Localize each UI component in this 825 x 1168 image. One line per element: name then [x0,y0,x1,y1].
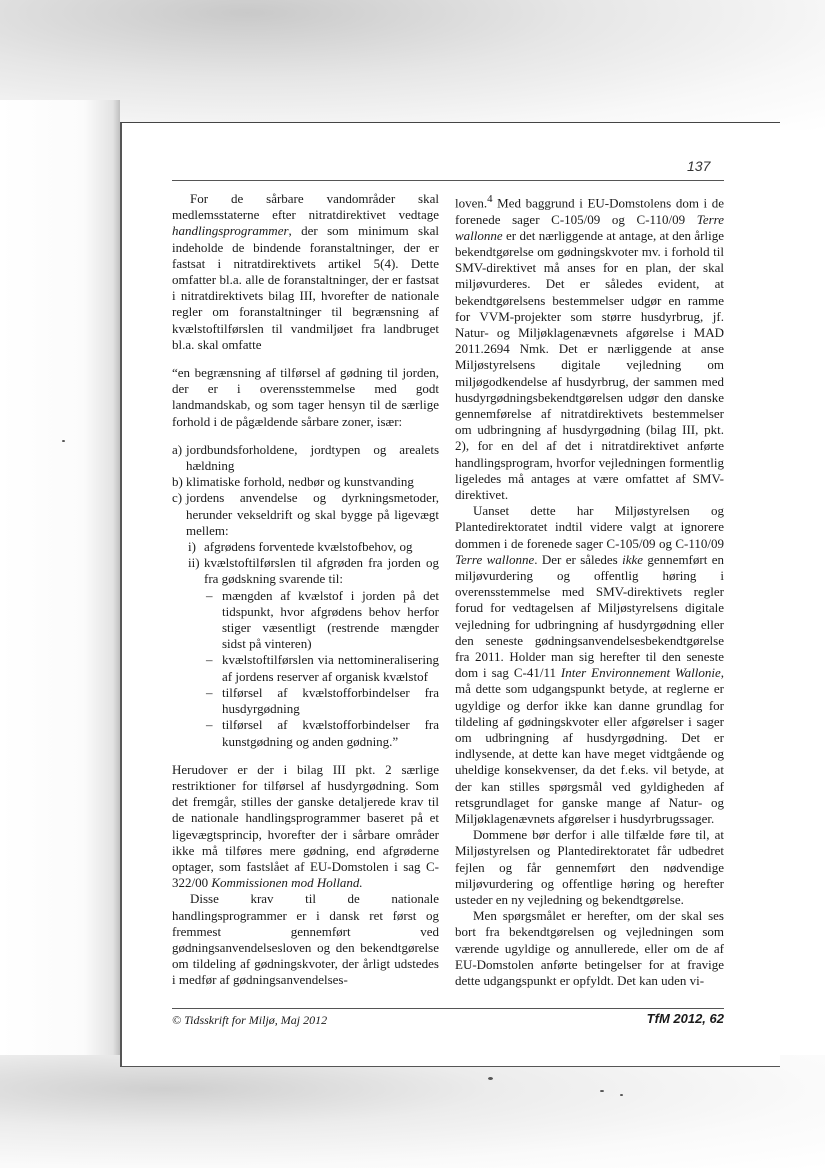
list-marker: c) [172,490,183,506]
text-run: Med baggrund i EU-Domstolens dom i de forenede sager C-105/09 og C-110/09 [455,195,724,227]
scan-shadow-left [0,100,120,1110]
dash-item [206,588,439,653]
dash-item [206,652,439,684]
list-item-text: jordbundsforholdene, jordtypen og arealets hældning [186,441,439,474]
left-column [172,191,439,999]
footnote-ref[interactable]: 4 [487,193,493,205]
scan-shadow-bottom [0,1055,825,1168]
text-run: For de sårbare vandområder skal medlemsstaterne efter nitratdirektivet vedtage [172,191,439,223]
balance-sublist [188,539,439,750]
left-paragraph-2 [172,762,439,892]
right-paragraph-4: Men spørgsmålet er herefter, om der skal ses bort fra bekendtgørelsen og vejledningen som værende ugyldige og annullerede, eller om de af EU-Domstolen anførte betingelser for at fravige dette udgangspunkt er opfyldt. Det kan uden vi- [455,908,724,989]
list-marker: i) [188,539,196,555]
text-run: , der som minimum skal indeholde de bindende foranstaltninger, der er fastsat i nitratdirektivets artikel 5(4). Dette omfatter bl.a. alle de foranstaltninger, der er fastsat i nitratdirektivets bilag III, hvorefter de nationale regler om foranstaltninger til begrænsning af kvælstoftilførslen til vandmiljøet fra landbruget bl.a. skal omfatte [172,223,439,352]
header-rule [172,180,724,181]
text-run: Uanset dette har Miljøstyrelsen og Plantedirektoratet indtil videre valgt at ignorere dommen i de forenede sager C-105/09 og C-110/09 [455,503,724,551]
dash-item [206,685,439,717]
criteria-list [172,442,439,750]
dash-marker: – [206,684,213,700]
list-item-text: afgrødens forventede kvælstofbehov, og [204,539,413,555]
quote-intro: “en begrænsning af tilførsel af gødning til jorden, der er i overensstemmelse med godt landmandskab, og som tager hensyn til de særlige forhold i de pågældende sårbare zoner, især: [172,365,439,429]
list-marker: a) [172,441,183,457]
text-run: . Der er således [534,551,623,567]
right-paragraph-2 [455,503,724,827]
footer-rule [172,1008,724,1009]
right-paragraph-3: Dommene bør derfor i alle tilfælde føre til, at Miljøstyrelsen og Plantedirektoratet får udbedret fejlen og får gennemført den nødvendige miljøvurdering og offentlige høring og herefter usteder en ny vejledning og bekendtgørelse. [455,827,724,908]
sublist-item [188,555,439,749]
left-paragraph-1 [172,191,439,353]
dash-marker: – [206,717,213,733]
text-run: er det nærliggende at antage, at den årlige bekendtgørelse om gødningskvoter mv. i forhold til SMV-direktivet må anses for en plan, der skal miljøvurderes. Det er således evident, at bekendtgørelsens bestemmelser udgør en ramme for VVM-projekter som større husdyrbrug, jf. Natur- og Miljøklagenævnets afgørelse i MAD 2011.2694 Nmk. Det er nærliggende at anse Miljøstyrelsens digitale vejledning om miljøgodkendelse af husdyrbrug, der sammen med husdyrgødningsbekendtgørelsen udgør den danske gennemførelse af nitratdirektivets bestemmelser om udbringning af husdyrgødning (bilag III, pkt. 2), for en del af det i nitratdirektivet anførte handlingsprogram, hvorfor vejledningen formentlig ligeledes må antages at være omfattet af SMV-direktivet. [455,227,724,502]
list-item-text: klimatiske forhold, nedbør og kunstvanding [186,474,414,490]
list-item [172,474,439,490]
text-run: , må dette som udgangspunkt betyde, at reglerne er ugyldige og derfor ikke kan danne grundlag for tildeling af gødningskvoter eller afgørelser i sager om udbringning af husdyrgødning. Det er indlysende, at dette kan have meget vidtgående og uheldige konsekvenser, da det f.eks. vil betyde, at der kan stilles spørgsmål ved gyldigheden af retsgrundlaget for ganske mange af Natur- og Miljøklagenævnets afgørelser i husdyrbrugssager. [455,665,724,827]
list-item-text: mængden af kvælstof i jorden på det tidspunkt, hvor afgrødens behov herfor stiger væsentligt (restrende mængder sidst på vinteren) [222,587,439,652]
list-marker: ii) [188,555,200,571]
case-name: Terre wallonne [455,211,724,243]
emphasis-text: ikke [622,551,644,567]
emphasis-text: handlingsprogrammer [172,223,289,239]
footer-citation: TfM 2012, 62 [646,1011,724,1026]
text-run: gennemført en miljøvurdering og offentlig høring i overensstemmelse med SMV-direktivets regler forud for vedtagelsen af Miljøstyrelsens digitale vejledning for udbringning af husdyrgødning eller den seneste gødningsanvendelsesbekendtgørelse fra 2011. Holder man sig herefter til den seneste dom i sag C-41/11 [455,551,724,681]
case-name: Kommissionen mod Holland. [211,875,363,891]
scan-speck [600,1090,604,1092]
list-item [172,442,439,474]
nitrogen-sources-list [206,588,439,750]
list-item-text: kvælstoftilførslen via nettomineralisering af jordens reserver af organisk kvælstof [222,652,439,684]
dash-item [206,717,439,749]
sublist-item [188,539,439,555]
right-column [455,191,724,999]
footer-copyright: © Tidsskrift for Miljø, Maj 2012 [172,1013,328,1027]
case-name: Inter Environnement Wallonie [560,665,721,681]
text-run: loven. [455,195,488,211]
list-item-text: jordens anvendelse og dyrkningsmetoder, herunder vekseldrift og skal bygge på ligevægt mellem: [186,490,439,538]
left-paragraph-3: Disse krav til de nationale handlingsprogrammer er i dansk ret først og fremmest gennemført ved gødningsanvendelsesloven og den bekendtgørelse om tildeling af gødningskvoter, der årligt udstedes i medfør af gødningsanvendelses- [172,891,439,988]
dash-marker: – [206,652,213,668]
list-item [172,490,439,749]
scan-speck [620,1094,623,1096]
list-item-text: tilførsel af kvælstofforbindelser fra kunstgødning og anden gødning.” [222,717,439,749]
scan-shadow-top [0,0,825,130]
list-marker: b) [172,474,183,490]
list-item-text: kvælstoftilførslen til afgrøden fra jorden og fra gødskning svarende til: [204,555,439,587]
scan-speck [62,440,65,442]
text-run: Herudover er der i bilag III pkt. 2 særlige restriktioner for tilførsel af husdyrgødning. Som det fremgår, stilles der ganske detaljerede krav til de nationale handlingsprogrammer baseret på et ligevægtsprincip, hvorefter der i sårbare områder ikke må tilføres mere gødning, end afgrøderne optager, som fastslået af EU-Domstolen i sag C-322/00 [172,761,439,891]
case-name: Terre wallonne [455,551,535,567]
scan-speck [488,1077,493,1080]
dash-marker: – [206,587,213,603]
page-number: 137 [687,158,711,174]
list-item-text: tilførsel af kvælstofforbindelser fra husdyrgødning [222,684,439,717]
right-paragraph-1 [455,191,724,503]
